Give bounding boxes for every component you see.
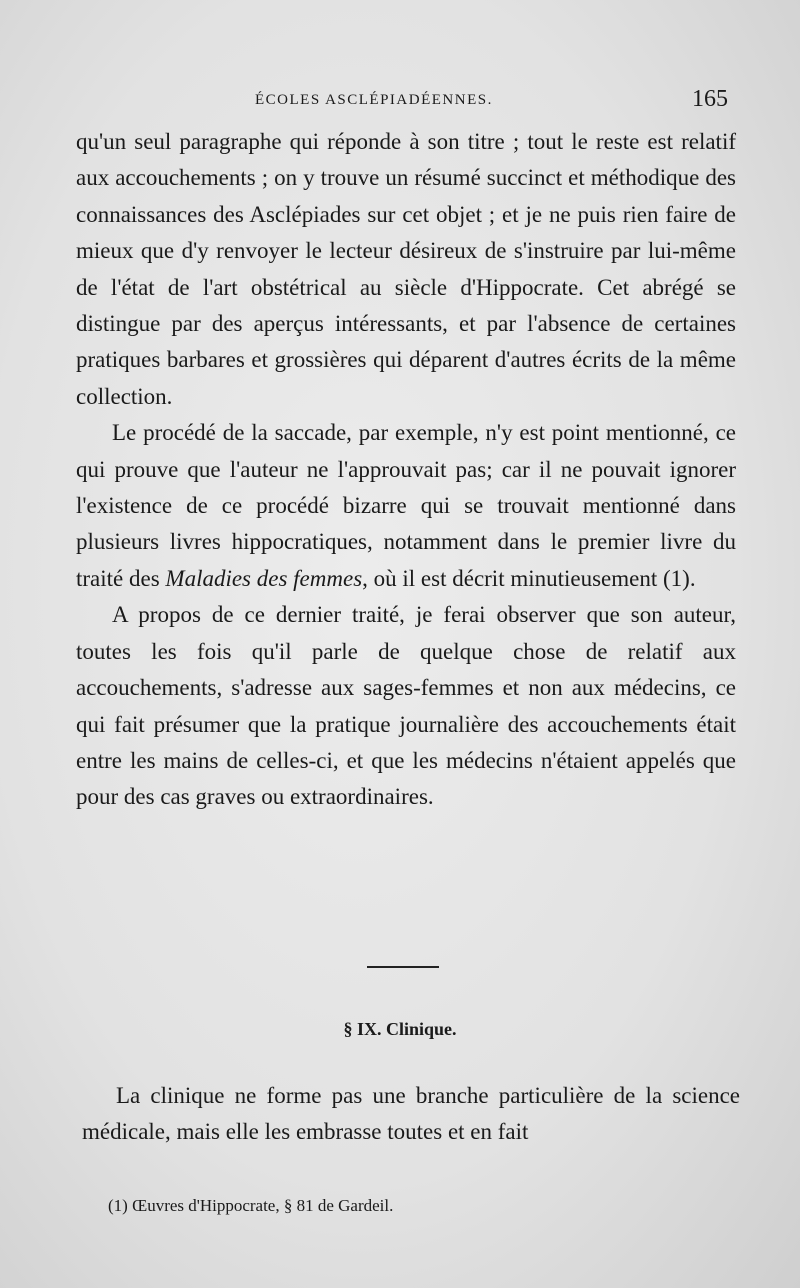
- page-number: 165: [692, 86, 728, 112]
- paragraph-2: [76, 415, 736, 597]
- footnote: (1) Œuvres d'Hippocrate, § 81 de Gardeil.: [108, 1196, 394, 1215]
- running-head: ÉCOLES ASCLÉPIADÉENNES.: [255, 92, 493, 108]
- book-title: Maladies des femmes: [165, 565, 363, 591]
- section-text: [82, 1078, 740, 1151]
- section-divider: [367, 966, 439, 968]
- main-text: [76, 124, 736, 816]
- section-paragraph: La clinique ne forme pas une branche particulière de la science médicale, mais elle les embrasse toutes et en fait: [82, 1083, 740, 1145]
- section-title: § IX. Clinique.: [343, 1019, 457, 1039]
- paragraph-1: qu'un seul paragraphe qui réponde à son titre ; tout le reste est relatif aux accouchements ; on y trouve un résumé succinct et méthodique des connaissances des Asclépiades sur cet objet ; et je ne puis rien faire de mieux que d'y renvoyer le lecteur désireux de s'instruire par lui-même de l'état de l'art obstétrical au siècle d'Hippocrate. Cet abrégé se distingue par des aperçus intéressants, et par l'absence de certaines pratiques barbares et grossières qui déparent d'autres écrits de la même collection.: [76, 129, 736, 409]
- paragraph-2-text: Le procédé de la saccade, par exemple, n'y est point mentionné, ce qui prouve que l'auteur ne l'approuvait pas; car il ne pouvait ignorer l'existence de ce procédé bizarre qui se trouvait mentionné dans plusieurs livres hippocratiques, notamment dans le premier livre du traité des: [76, 420, 736, 591]
- paragraph-3: A propos de ce dernier traité, je ferai observer que son auteur, toutes les fois qu'il parle de quelque chose de relatif aux accouchements, s'adresse aux sages-femmes et non aux médecins, ce qui fait présumer que la pratique journalière des accouchements était entre les mains de celles-ci, et que les médecins n'étaient appelés que pour des cas graves ou extraordinaires.: [76, 602, 736, 810]
- page-header: [255, 86, 728, 116]
- paragraph-2-end: , où il est décrit minutieusement (1).: [362, 565, 696, 591]
